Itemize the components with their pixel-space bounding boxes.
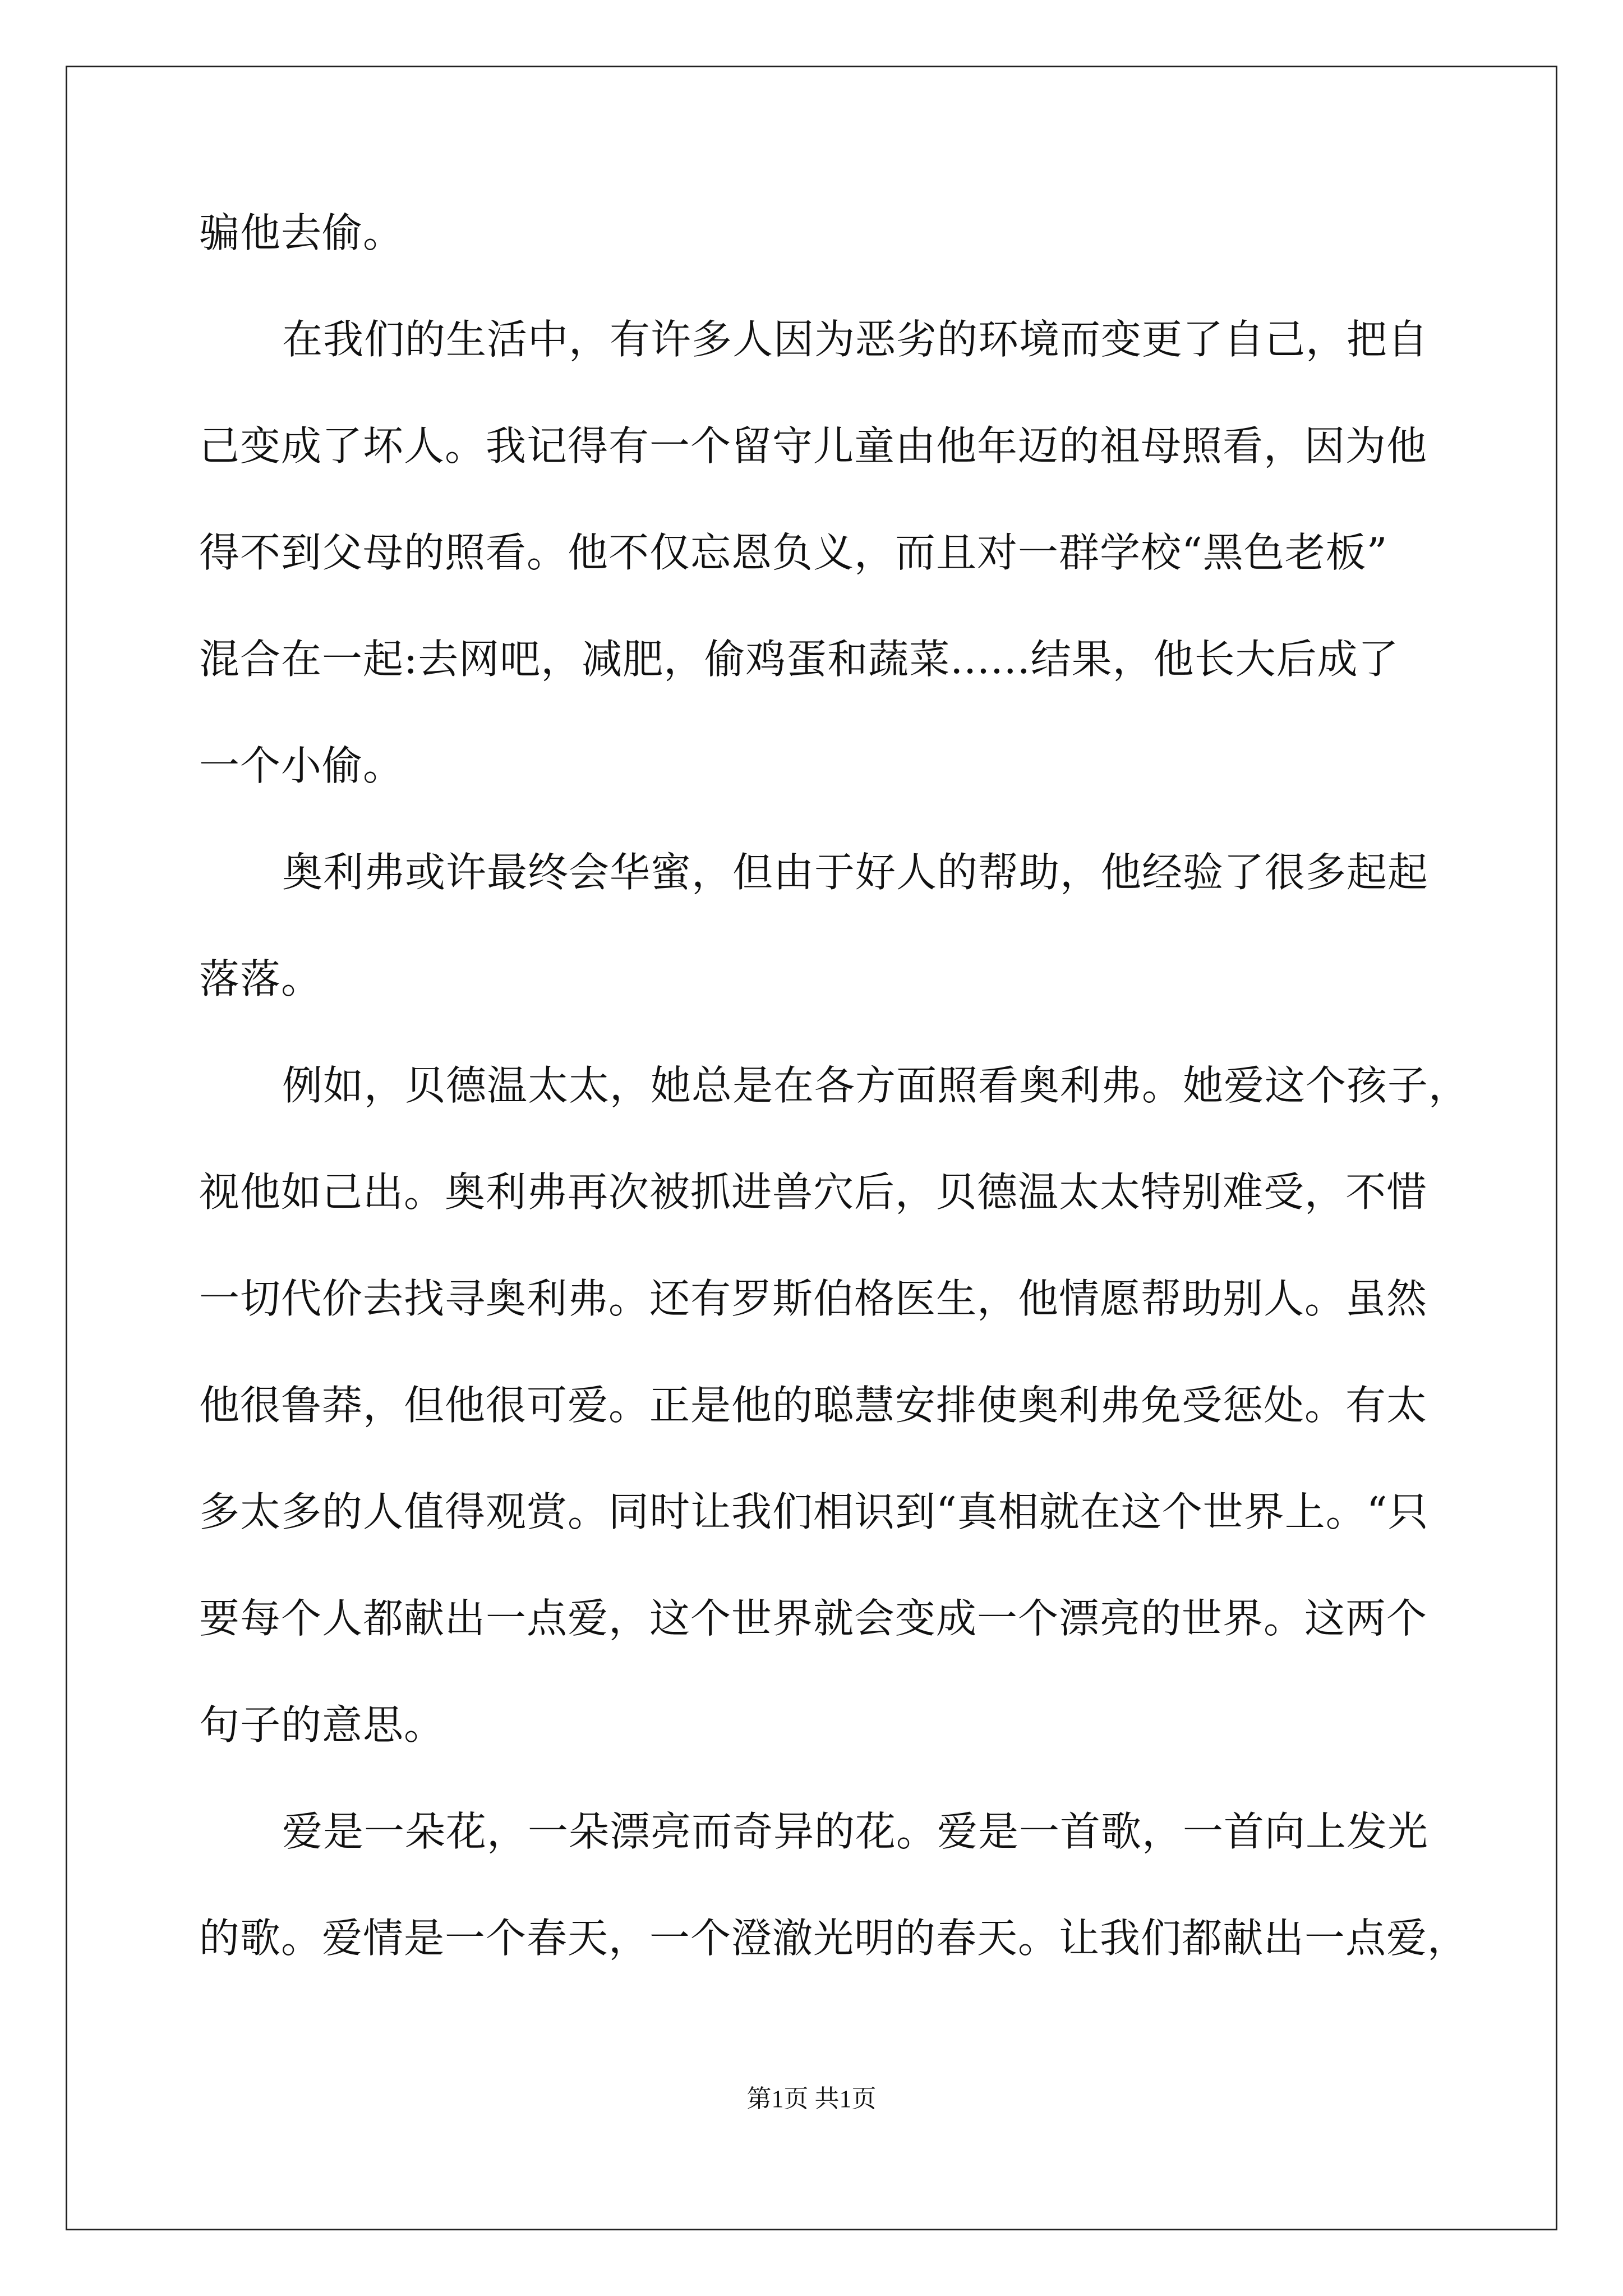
paragraph-start-line: 奥利弗或许最终会华蜜，但由于好人的帮助，他经验了很多起起 [282, 849, 1429, 896]
text-line: 的歌。爱情是一个春天，一个澄澈光明的春天。让我们都献出一点爱， [199, 1915, 1469, 1962]
text-line: 落落。 [199, 955, 322, 1002]
text-line: 一个小偷。 [199, 742, 404, 789]
text-line: 多太多的人值得观赏。同时让我们相识到“真相就在这个世界上。“只 [199, 1488, 1429, 1535]
page-border [66, 66, 1557, 2230]
paragraph-start-line: 爱是一朵花，一朵漂亮而奇异的花。爱是一首歌，一首向上发光 [282, 1808, 1429, 1855]
text-line: 他很鲁莽，但他很可爱。正是他的聪慧安排使奥利弗免受惩处。有太 [199, 1382, 1428, 1429]
text-line: 视他如己出。奥利弗再次被抓进兽穴后，贝德温太太特别难受，不惜 [199, 1168, 1428, 1216]
paragraph-start-line: 在我们的生活中，有许多人因为恶劣的环境而变更了自己，把自 [282, 316, 1429, 363]
text-line: 得不到父母的照看。他不仅忘恩负义，而且对一群学校“黑色老板” [199, 529, 1388, 576]
text-line: 骗他去偷。 [199, 209, 404, 256]
text-line: 混合在一起:去网吧，减肥，偷鸡蛋和蔬菜......结果，他长大后成了 [199, 636, 1399, 683]
paragraph-start-line: 例如，贝德温太太，她总是在各方面照看奥利弗。她爱这个孩子， [282, 1062, 1470, 1109]
text-line: 己变成了坏人。我记得有一个留守儿童由他年迈的祖母照看，因为他 [199, 422, 1428, 470]
text-line: 要每个人都献出一点爱，这个世界就会变成一个漂亮的世界。这两个 [199, 1595, 1428, 1642]
text-line: 句子的意思。 [199, 1701, 445, 1749]
text-line: 一切代价去找寻奥利弗。还有罗斯伯格医生，他情愿帮助别人。虽然 [199, 1275, 1428, 1322]
page-footer: 第1页 共1页 [746, 2085, 877, 2113]
